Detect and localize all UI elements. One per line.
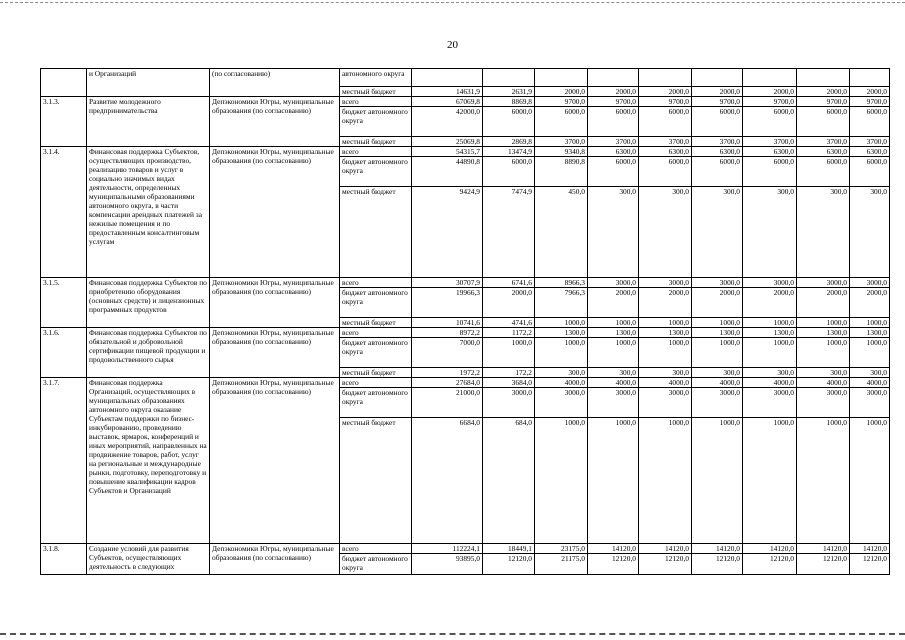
amount-cell: 21175,0: [535, 554, 588, 575]
amount-cell: 13474,9: [483, 147, 535, 157]
amount-cell: 4000,0: [850, 378, 890, 388]
amount-cell: [588, 69, 639, 87]
amount-cell: 6300,0: [692, 147, 743, 157]
amount-cell: [483, 69, 535, 87]
amount-cell: 9340,8: [535, 147, 588, 157]
amount-cell: 1300,0: [639, 328, 692, 338]
amount-cell: 1000,0: [692, 338, 743, 368]
amount-cell: 6300,0: [850, 147, 890, 157]
amount-cell: 1000,0: [797, 418, 850, 544]
funding-source: бюджет автономного округа: [340, 554, 412, 575]
amount-cell: 6741,6: [483, 278, 535, 288]
item-code: 3.1.5.: [41, 278, 87, 328]
amount-cell: 2631,9: [483, 87, 535, 97]
amount-cell: 4000,0: [639, 378, 692, 388]
amount-cell: 6000,0: [797, 157, 850, 187]
item-executor: Депэкономики Югры, муниципальные образования (по согласованию): [210, 378, 340, 544]
item-executor: Депэкономики Югры, муниципальные образования (по согласованию): [210, 328, 340, 378]
funding-source: всего: [340, 378, 412, 388]
funding-source: местный бюджет: [340, 418, 412, 544]
table-row: [41, 97, 890, 107]
item-executor: Депэкономики Югры, муниципальные образования (по согласованию): [210, 544, 340, 575]
amount-cell: 300,0: [850, 187, 890, 278]
amount-cell: 1000,0: [850, 318, 890, 328]
amount-cell: 6300,0: [743, 147, 797, 157]
amount-cell: 2000,0: [797, 87, 850, 97]
item-name: Финансовая поддержка Субъектов по приобретению оборудования (основных средств) и лицензионных программных продуктов: [87, 278, 210, 328]
amount-cell: 42000,0: [412, 107, 483, 137]
amount-cell: 9700,0: [743, 97, 797, 107]
amount-cell: 1300,0: [743, 328, 797, 338]
amount-cell: 21000,0: [412, 388, 483, 418]
amount-cell: 300,0: [797, 368, 850, 378]
amount-cell: 1000,0: [639, 338, 692, 368]
amount-cell: 1000,0: [588, 318, 639, 328]
amount-cell: 12120,0: [639, 554, 692, 575]
amount-cell: 7966,3: [535, 288, 588, 318]
amount-cell: 300,0: [797, 187, 850, 278]
amount-cell: 2869,8: [483, 137, 535, 147]
amount-cell: 14120,0: [743, 544, 797, 554]
amount-cell: 14120,0: [588, 544, 639, 554]
amount-cell: 10741,6: [412, 318, 483, 328]
item-executor: (по согласованию): [210, 69, 340, 97]
amount-cell: [639, 69, 692, 87]
amount-cell: 3000,0: [535, 388, 588, 418]
funding-source: местный бюджет: [340, 187, 412, 278]
scan-edge-bottom: [0, 633, 905, 635]
amount-cell: 4000,0: [535, 378, 588, 388]
program-funding-table: [40, 68, 890, 575]
amount-cell: 1000,0: [850, 338, 890, 368]
amount-cell: [743, 69, 797, 87]
amount-cell: 6000,0: [850, 157, 890, 187]
amount-cell: 1000,0: [797, 318, 850, 328]
amount-cell: 2000,0: [692, 87, 743, 97]
amount-cell: 3700,0: [850, 137, 890, 147]
amount-cell: 1000,0: [535, 318, 588, 328]
amount-cell: 3000,0: [797, 278, 850, 288]
funding-source: бюджет автономного округа: [340, 157, 412, 187]
amount-cell: 6000,0: [483, 107, 535, 137]
table-row: [41, 278, 890, 288]
amount-cell: 1300,0: [850, 328, 890, 338]
amount-cell: 6300,0: [797, 147, 850, 157]
amount-cell: 172,2: [483, 368, 535, 378]
amount-cell: 27684,0: [412, 378, 483, 388]
amount-cell: 9700,0: [639, 97, 692, 107]
amount-cell: 300,0: [535, 368, 588, 378]
page-number: 20: [447, 39, 458, 51]
amount-cell: [797, 69, 850, 87]
amount-cell: 23175,0: [535, 544, 588, 554]
amount-cell: 6000,0: [639, 107, 692, 137]
amount-cell: 1000,0: [743, 338, 797, 368]
amount-cell: 3000,0: [588, 388, 639, 418]
amount-cell: 300,0: [850, 368, 890, 378]
amount-cell: 6300,0: [639, 147, 692, 157]
amount-cell: 25069,8: [412, 137, 483, 147]
funding-source: бюджет автономного округа: [340, 388, 412, 418]
amount-cell: 12120,0: [483, 554, 535, 575]
scan-edge-top: [0, 2, 905, 3]
amount-cell: 4000,0: [588, 378, 639, 388]
amount-cell: 4000,0: [743, 378, 797, 388]
funding-source: бюджет автономного округа: [340, 288, 412, 318]
table-row: [41, 328, 890, 338]
amount-cell: 2000,0: [639, 288, 692, 318]
item-name: Финансовая поддержка Субъектов по обязательной и добровольной сертификации пищевой продукции и продовольственного сырья: [87, 328, 210, 378]
item-name: Развитие молодежного предпринимательства: [87, 97, 210, 147]
amount-cell: [535, 69, 588, 87]
amount-cell: 12120,0: [692, 554, 743, 575]
funding-source: местный бюджет: [340, 137, 412, 147]
amount-cell: 1000,0: [535, 418, 588, 544]
amount-cell: 1000,0: [743, 318, 797, 328]
item-code: 3.1.4.: [41, 147, 87, 278]
amount-cell: 2000,0: [483, 288, 535, 318]
item-name: Создание условий для развития Субъектов, осуществляющих деятельность в следующих: [87, 544, 210, 575]
funding-source: всего: [340, 97, 412, 107]
amount-cell: 3000,0: [797, 388, 850, 418]
amount-cell: 8869,8: [483, 97, 535, 107]
amount-cell: 300,0: [743, 187, 797, 278]
amount-cell: 2000,0: [535, 87, 588, 97]
amount-cell: 3000,0: [692, 278, 743, 288]
funding-source: всего: [340, 544, 412, 554]
amount-cell: 3684,0: [483, 378, 535, 388]
table-row: [41, 69, 890, 87]
amount-cell: 9700,0: [535, 97, 588, 107]
amount-cell: 1000,0: [797, 338, 850, 368]
item-code: 3.1.3.: [41, 97, 87, 147]
table-row: [41, 544, 890, 554]
amount-cell: 684,0: [483, 418, 535, 544]
amount-cell: 6300,0: [588, 147, 639, 157]
amount-cell: 1300,0: [797, 328, 850, 338]
amount-cell: 2000,0: [743, 288, 797, 318]
amount-cell: 1000,0: [639, 418, 692, 544]
item-code: 3.1.6.: [41, 328, 87, 378]
amount-cell: 6000,0: [588, 157, 639, 187]
item-executor: Депэкономики Югры, муниципальные образования (по согласованию): [210, 97, 340, 147]
amount-cell: 6000,0: [692, 107, 743, 137]
funding-source: бюджет автономного округа: [340, 338, 412, 368]
amount-cell: 12120,0: [588, 554, 639, 575]
amount-cell: 3700,0: [797, 137, 850, 147]
item-executor: Депэкономики Югры, муниципальные образования (по согласованию): [210, 278, 340, 328]
item-name: Финансовая поддержка Организаций, осуществляющих в муниципальных образованиях автономного округа оказание Субъектам поддержки по бизнес-инкубированию, проведению выставок, ярмарок, конференций и иных мероприятий, направленных на продвижение товаров, работ, услуг на региональные и международные рынки, подготовку, переподготовку и повышение квалификации кадров Субъектов и Организаций: [87, 378, 210, 544]
amount-cell: 6000,0: [743, 157, 797, 187]
amount-cell: 112224,1: [412, 544, 483, 554]
item-executor: Депэкономики Югры, муниципальные образования (по согласованию): [210, 147, 340, 278]
amount-cell: 93895,0: [412, 554, 483, 575]
amount-cell: 54315,7: [412, 147, 483, 157]
amount-cell: 6000,0: [692, 157, 743, 187]
amount-cell: 6000,0: [483, 157, 535, 187]
amount-cell: 9700,0: [797, 97, 850, 107]
amount-cell: 2000,0: [588, 288, 639, 318]
amount-cell: 1000,0: [743, 418, 797, 544]
amount-cell: 12120,0: [797, 554, 850, 575]
amount-cell: 4741,6: [483, 318, 535, 328]
amount-cell: 3700,0: [743, 137, 797, 147]
amount-cell: 67069,8: [412, 97, 483, 107]
amount-cell: 1172,2: [483, 328, 535, 338]
amount-cell: 3000,0: [639, 278, 692, 288]
amount-cell: 1000,0: [692, 318, 743, 328]
amount-cell: 1000,0: [535, 338, 588, 368]
amount-cell: 2000,0: [797, 288, 850, 318]
amount-cell: 3700,0: [535, 137, 588, 147]
amount-cell: 4000,0: [797, 378, 850, 388]
amount-cell: 1972,2: [412, 368, 483, 378]
table-row: [41, 147, 890, 157]
amount-cell: 450,0: [535, 187, 588, 278]
amount-cell: 300,0: [692, 187, 743, 278]
amount-cell: 6000,0: [743, 107, 797, 137]
amount-cell: 3700,0: [588, 137, 639, 147]
amount-cell: 2000,0: [850, 288, 890, 318]
amount-cell: [412, 69, 483, 87]
amount-cell: 3000,0: [743, 278, 797, 288]
amount-cell: 9700,0: [692, 97, 743, 107]
amount-cell: 300,0: [692, 368, 743, 378]
amount-cell: 1000,0: [850, 418, 890, 544]
amount-cell: 14120,0: [850, 544, 890, 554]
amount-cell: 3000,0: [850, 388, 890, 418]
funding-source: всего: [340, 147, 412, 157]
amount-cell: 6684,0: [412, 418, 483, 544]
amount-cell: 300,0: [588, 187, 639, 278]
item-code: [41, 69, 87, 97]
funding-source: всего: [340, 278, 412, 288]
amount-cell: 14120,0: [797, 544, 850, 554]
amount-cell: 3000,0: [850, 278, 890, 288]
amount-cell: 3000,0: [483, 388, 535, 418]
amount-cell: 14631,9: [412, 87, 483, 97]
amount-cell: [850, 69, 890, 87]
amount-cell: 30707,9: [412, 278, 483, 288]
amount-cell: 8966,3: [535, 278, 588, 288]
amount-cell: 2000,0: [692, 288, 743, 318]
amount-cell: 14120,0: [692, 544, 743, 554]
amount-cell: 2000,0: [588, 87, 639, 97]
amount-cell: 6000,0: [850, 107, 890, 137]
funding-source: всего: [340, 328, 412, 338]
amount-cell: 9700,0: [850, 97, 890, 107]
amount-cell: 3700,0: [639, 137, 692, 147]
amount-cell: 3000,0: [743, 388, 797, 418]
amount-cell: 3000,0: [639, 388, 692, 418]
amount-cell: [692, 69, 743, 87]
amount-cell: 3000,0: [692, 388, 743, 418]
amount-cell: 1300,0: [692, 328, 743, 338]
amount-cell: 8890,8: [535, 157, 588, 187]
amount-cell: 4000,0: [692, 378, 743, 388]
amount-cell: 18449,1: [483, 544, 535, 554]
amount-cell: 12120,0: [850, 554, 890, 575]
amount-cell: 1000,0: [639, 318, 692, 328]
amount-cell: 1000,0: [588, 338, 639, 368]
funding-source: автономного округа: [340, 69, 412, 87]
amount-cell: 1000,0: [692, 418, 743, 544]
amount-cell: 1000,0: [483, 338, 535, 368]
amount-cell: 3000,0: [588, 278, 639, 288]
amount-cell: 12120,0: [743, 554, 797, 575]
amount-cell: 1300,0: [535, 328, 588, 338]
amount-cell: 2000,0: [639, 87, 692, 97]
funding-source: местный бюджет: [340, 368, 412, 378]
amount-cell: 1000,0: [588, 418, 639, 544]
funding-source: местный бюджет: [340, 87, 412, 97]
amount-cell: 300,0: [588, 368, 639, 378]
amount-cell: 6000,0: [639, 157, 692, 187]
amount-cell: 9424,9: [412, 187, 483, 278]
amount-cell: 8972,2: [412, 328, 483, 338]
amount-cell: 2000,0: [743, 87, 797, 97]
amount-cell: 6000,0: [535, 107, 588, 137]
amount-cell: 7000,0: [412, 338, 483, 368]
item-name: Финансовая поддержка Субъектов, осуществляющих производство, реализацию товаров и услуг в социально значимых видах деятельности, определенных муниципальными образованиями автономного округа, в части компенсации арендных платежей за нежилые помещения и по предоставленным консалтинговым услугам: [87, 147, 210, 278]
funding-source: бюджет автономного округа: [340, 107, 412, 137]
amount-cell: 300,0: [743, 368, 797, 378]
funding-source: местный бюджет: [340, 318, 412, 328]
amount-cell: 7474,9: [483, 187, 535, 278]
amount-cell: 300,0: [639, 368, 692, 378]
item-code: 3.1.8.: [41, 544, 87, 575]
amount-cell: 44890,8: [412, 157, 483, 187]
amount-cell: 19966,3: [412, 288, 483, 318]
amount-cell: 2000,0: [850, 87, 890, 97]
amount-cell: 6000,0: [588, 107, 639, 137]
amount-cell: 14120,0: [639, 544, 692, 554]
item-name: и Организаций: [87, 69, 210, 97]
amount-cell: 1300,0: [588, 328, 639, 338]
amount-cell: 300,0: [639, 187, 692, 278]
amount-cell: 9700,0: [588, 97, 639, 107]
table-row: [41, 378, 890, 388]
amount-cell: 6000,0: [797, 107, 850, 137]
amount-cell: 3700,0: [692, 137, 743, 147]
item-code: 3.1.7.: [41, 378, 87, 544]
